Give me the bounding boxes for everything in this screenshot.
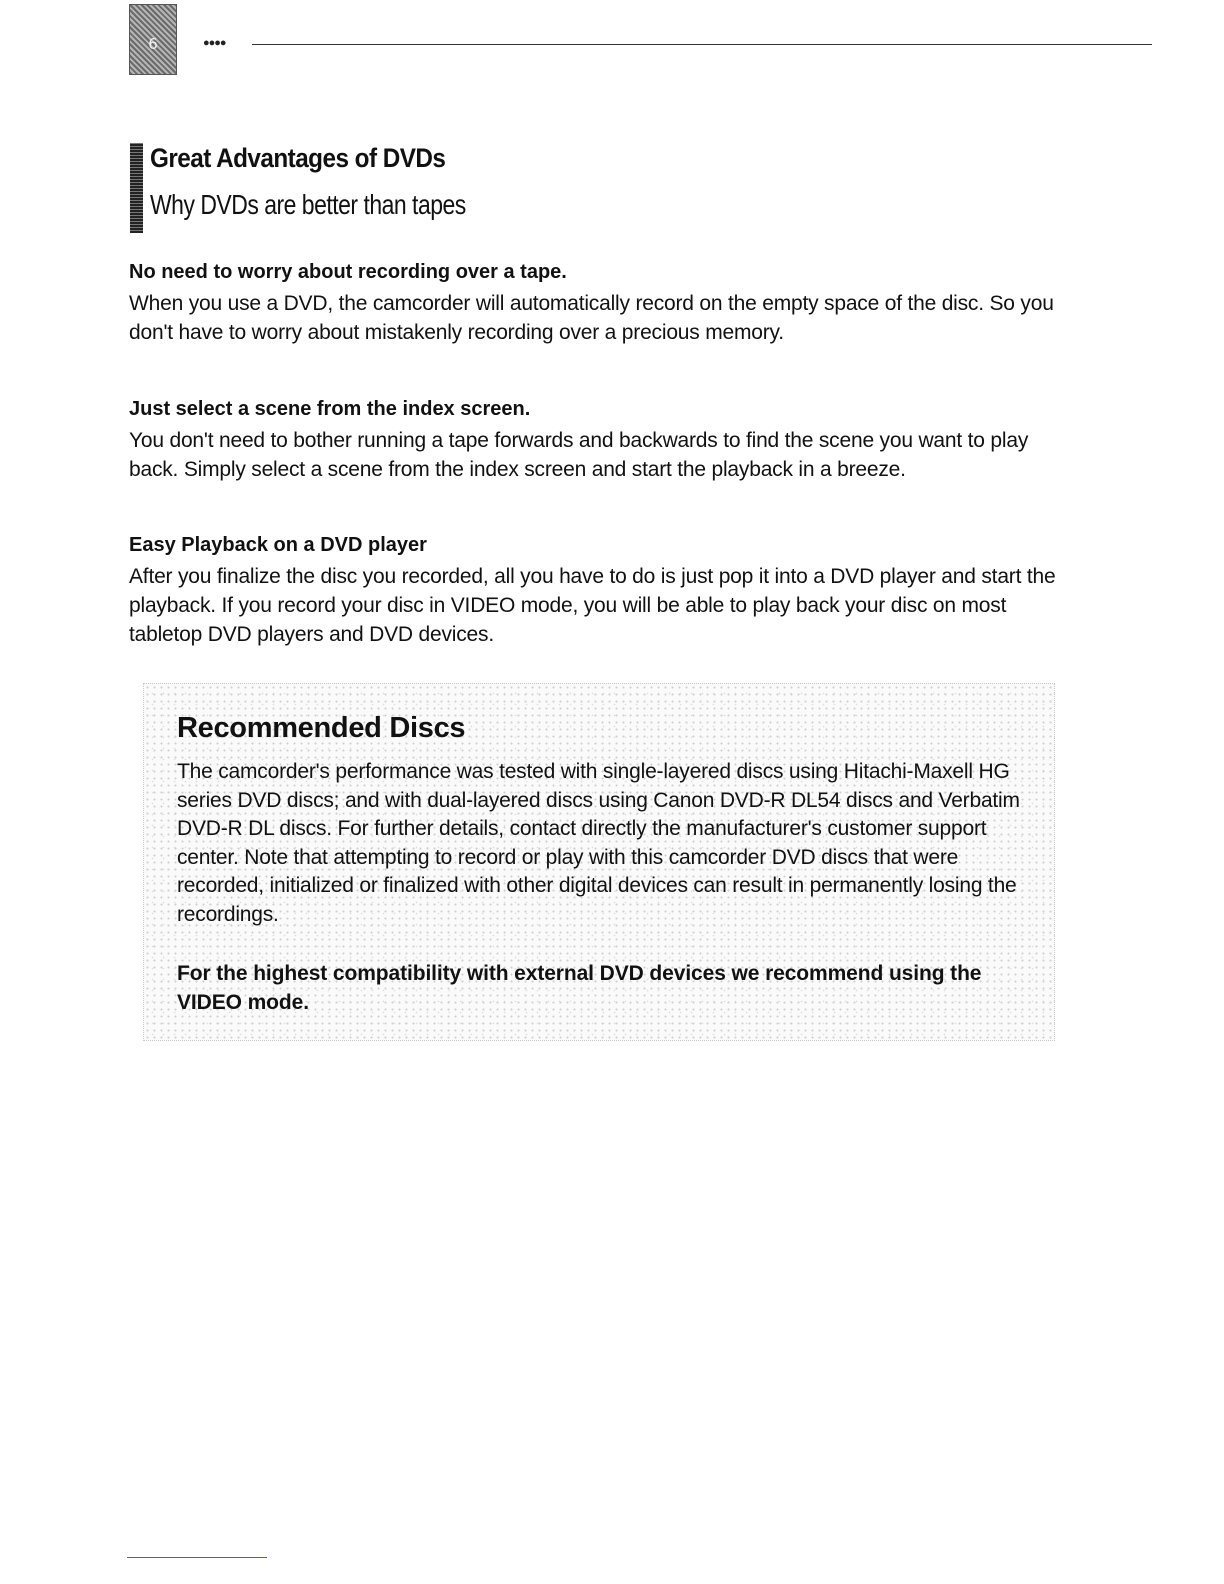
advantage-block-easy-playback	[129, 532, 1069, 649]
section-title-bar	[130, 143, 143, 233]
advantage-heading: No need to worry about recording over a tape.	[129, 261, 567, 283]
section-title: Great Advantages of DVDs	[150, 143, 446, 173]
header-rule	[252, 44, 1152, 45]
recommended-discs-note	[143, 683, 1055, 1041]
advantage-heading: Just select a scene from the index screen.	[129, 398, 531, 420]
advantage-block-no-overwrite	[129, 259, 1069, 347]
advantage-block-index-screen	[129, 396, 1069, 484]
header-dots: ●●●●	[203, 37, 226, 49]
note-body: The camcorder's performance was tested with single-layered discs using Hitachi-Maxell HG series DVD discs; and with dual-layered discs using Canon DVD-R DL54 discs and Verbatim DVD-R DL discs. For further details, contact directly the manufacturer's customer support center. Note that attempting to record or play with this camcorder DVD discs that were recorded, initialized or finalized with other digital devices can result in permanently losing the recordings.	[177, 760, 1020, 926]
advantage-body: After you finalize the disc you recorded, all you have to do is just pop it into a DVD player and start the playback. If you record your disc in VIDEO mode, you will be able to play back your disc on most tabletop DVD players and DVD devices.	[129, 565, 1056, 646]
advantage-body: You don't need to bother running a tape forwards and backwards to find the scene you want to play back. Simply select a scene from the index screen and start the playback in a breeze.	[129, 429, 1029, 481]
note-emphasis: For the highest compatibility with external DVD devices we recommend using the VIDEO mode.	[177, 962, 982, 1014]
note-title: Recommended Discs	[177, 712, 466, 744]
footer-rule	[127, 1557, 267, 1558]
section-subtitle: Why DVDs are better than tapes	[150, 189, 466, 220]
advantage-body: When you use a DVD, the camcorder will automatically record on the empty space of the disc. So you don't have to worry about mistakenly recording over a precious memory.	[129, 292, 1054, 344]
advantage-heading: Easy Playback on a DVD player	[129, 534, 427, 556]
page-number-tab	[129, 4, 177, 75]
page-number: 6	[148, 35, 158, 53]
